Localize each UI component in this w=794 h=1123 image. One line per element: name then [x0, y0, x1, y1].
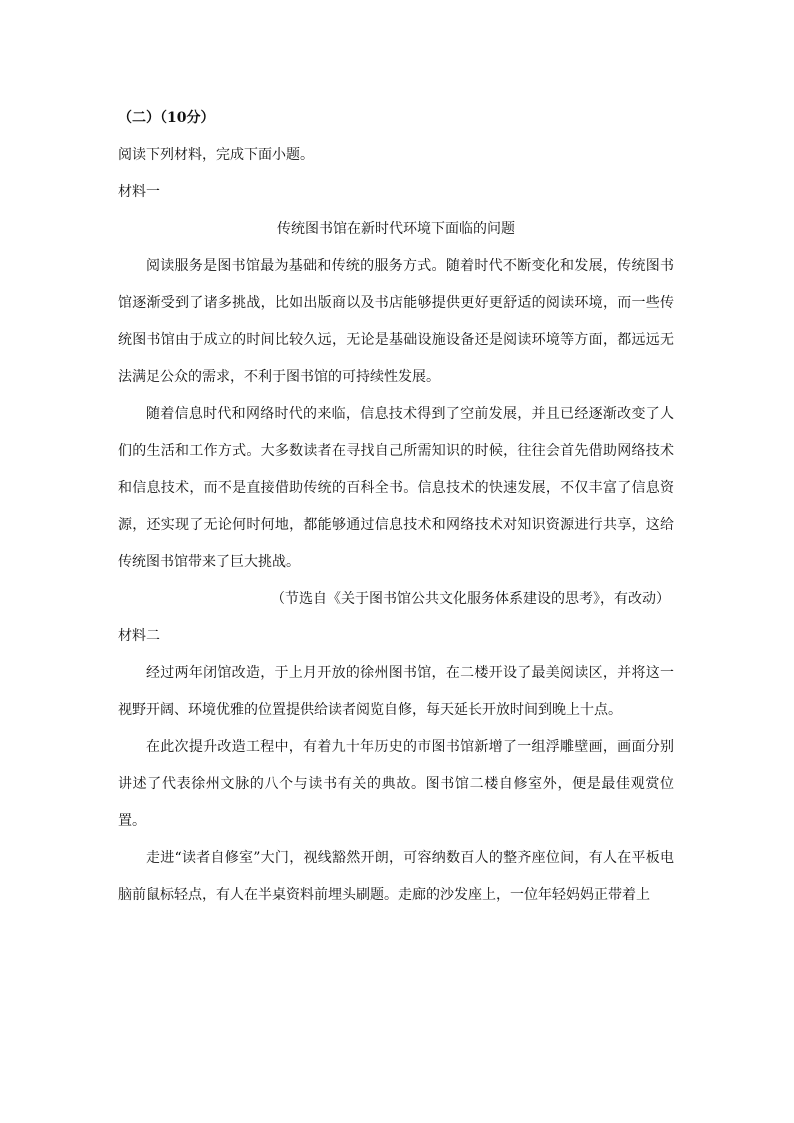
material-1-label: 材料一 — [118, 184, 160, 200]
section-heading: （二）（10分） — [118, 110, 215, 126]
instruction-text: 阅读下列材料，完成下面小题。 — [118, 147, 314, 163]
material-1-paragraph: 随着信息时代和网络时代的来临，信息技术得到了空前发展，并且已经逐渐改变了人们的生活和工作方式。大多数读者在寻找自己所需知识的时候，往往会首先借助网络技术和信息技术，而不是直接借助传统的百科全书。信息技术的快速发展，不仅丰富了信息资源，还实现了无论何时何地，都能够通过信息技术和网络技术对知识资源进行共享，这给传统图书馆带来了巨大挑战。 — [118, 406, 674, 570]
material-1-title: 传统图书馆在新时代环境下面临的问题 — [277, 221, 515, 237]
material-2-label: 材料二 — [118, 628, 160, 644]
material-2-paragraph: 在此次提升改造工程中，有着九十年历史的市图书馆新增了一组浮雕壁画，画面分别讲述了代表徐州文脉的八个与读书有关的典故。图书馆二楼自修室外，便是最佳观赏位置。 — [118, 739, 674, 829]
document-page — [118, 96, 674, 914]
material-1-source: （节选自《关于图书馆公共文化服务体系建设的思考》，有改动） — [271, 591, 670, 607]
material-1-paragraph: 阅读服务是图书馆最为基础和传统的服务方式。随着时代不断变化和发展，传统图书馆逐渐受到了诸多挑战，比如出版商以及书店能够提供更好更舒适的阅读环境，而一些传统图书馆由于成立的时间比较久远，无论是基础设施设备还是阅读环境等方面，都远远无法满足公众的需求，不利于图书馆的可持续性发展。 — [118, 258, 674, 385]
material-2-paragraph: 走进“读者自修室”大门，视线豁然开朗，可容纳数百人的整齐座位间，有人在平板电脑前鼠标轻点，有人在半桌资料前埋头刷题。走廊的沙发座上，一位年轻妈妈正带着上 — [118, 850, 674, 903]
material-2-paragraph: 经过两年闭馆改造，于上月开放的徐州图书馆，在二楼开设了最美阅读区，并将这一视野开阔、环境优雅的位置提供给读者阅览自修，每天延长开放时间到晚上十点。 — [118, 665, 674, 718]
